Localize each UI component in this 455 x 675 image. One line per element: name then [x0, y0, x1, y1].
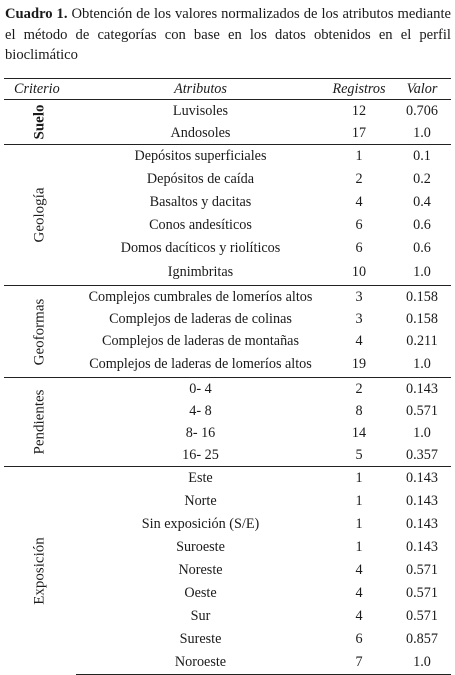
atributo-cell: Complejos cumbrales de lomeríos altos [76, 286, 325, 309]
registros-cell: 4 [355, 332, 363, 349]
registros-cell: 4 [355, 585, 363, 601]
valor-cell: 0.571 [406, 402, 438, 419]
registros-cell: 7 [325, 651, 393, 675]
atributo-cell: 16- 25 [182, 446, 219, 463]
valor-cell: 0.571 [406, 608, 438, 624]
valor-cell: 0.6 [413, 240, 431, 256]
registros-cell: 2 [355, 171, 363, 187]
criterio-label: Exposición [31, 537, 48, 605]
valor-cell: 0.2 [413, 171, 431, 187]
registros-cell: 10 [351, 264, 367, 280]
data-table [4, 78, 451, 675]
registros-cell: 5 [355, 446, 363, 463]
valor-cell: 0.158 [406, 310, 438, 327]
atributo-cell: Complejos de laderas de lomeríos altos [89, 356, 312, 372]
caption-label: Cuadro 1. [5, 6, 68, 22]
atributo-cell: Basaltos y dacitas [149, 194, 252, 210]
valor-cell: 0.357 [406, 446, 438, 463]
header-valor: Valor [393, 79, 451, 100]
valor-cell: 0.571 [406, 585, 438, 601]
atributo-cell: 0- 4 [76, 378, 325, 401]
registros-cell: 4 [355, 194, 363, 210]
header-registros: Registros [325, 79, 393, 100]
valor-cell: 0.143 [393, 467, 451, 491]
atributo-cell: Domos dacíticos y riolíticos [120, 240, 281, 256]
valor-cell: 0.857 [406, 631, 438, 647]
atributo-cell: Complejos de laderas de colinas [109, 310, 292, 327]
registros-cell: 1 [355, 493, 363, 509]
criterio-label: Suelo [31, 104, 48, 140]
registros-cell: 4 [355, 608, 363, 624]
registros-cell: 1 [325, 467, 393, 491]
atributo-cell: Suroeste [176, 539, 225, 555]
valor-cell: 0.211 [406, 332, 438, 349]
valor-cell: 1.0 [393, 651, 451, 675]
atributo-cell: 8- 16 [185, 424, 216, 441]
registros-cell: 2 [325, 378, 393, 401]
table-row [4, 467, 451, 491]
atributo-cell: Norte [184, 493, 217, 509]
atributo-cell: Conos andesíticos [149, 217, 252, 233]
registros-cell: 6 [355, 240, 363, 256]
table-row [4, 378, 451, 401]
atributo-cell: Noreste [178, 562, 223, 578]
atributo-cell: Luvisoles [76, 100, 325, 123]
caption-text: Obtención de los valores normalizados de los atributos mediante el método de categorías con base en los datos obtenidos en el perfil bioclimático [5, 6, 451, 63]
header-row [4, 79, 451, 100]
table-body [4, 100, 451, 675]
registros-cell: 19 [351, 356, 367, 372]
criterio-label: Geoformas [31, 298, 48, 365]
valor-cell: 1.0 [413, 124, 431, 141]
valor-cell: 0.143 [406, 539, 438, 555]
valor-cell: 0.706 [393, 100, 451, 123]
registros-cell: 3 [325, 286, 393, 309]
atributo-cell: Depósitos superficiales [76, 145, 325, 169]
atributo-cell: Complejos de laderas de montañas [102, 332, 299, 349]
registros-cell: 1 [325, 145, 393, 169]
criterio-label: Geología [31, 187, 48, 243]
atributo-cell: Sin exposición (S/E) [141, 516, 260, 532]
atributo-cell: Sureste [179, 631, 222, 647]
registros-cell: 1 [355, 516, 363, 532]
valor-cell: 0.4 [413, 194, 431, 210]
valor-cell: 0.1 [393, 145, 451, 169]
criterio-label: Pendientes [31, 389, 48, 455]
registros-cell: 1 [355, 539, 363, 555]
registros-cell: 6 [355, 217, 363, 233]
criterio-cell [4, 100, 76, 145]
registros-cell: 3 [355, 310, 363, 327]
table-row [4, 100, 451, 123]
header-atributos: Atributos [76, 79, 325, 100]
registros-cell: 14 [351, 424, 367, 441]
criterio-cell [4, 467, 76, 675]
valor-cell: 0.571 [406, 562, 438, 578]
table-row [4, 145, 451, 169]
atributo-cell: Sur [190, 608, 211, 624]
registros-cell: 12 [325, 100, 393, 123]
atributo-cell: Noroeste [76, 651, 325, 675]
registros-cell: 8 [355, 402, 363, 419]
table-caption [5, 4, 451, 66]
registros-cell: 17 [351, 124, 367, 141]
valor-cell: 1.0 [413, 356, 431, 372]
valor-cell: 0.158 [393, 286, 451, 309]
valor-cell: 1.0 [413, 424, 431, 441]
criterio-cell [4, 145, 76, 286]
table-row [4, 286, 451, 309]
atributo-cell: Andosoles [170, 124, 231, 141]
registros-cell: 4 [355, 562, 363, 578]
valor-cell: 0.143 [406, 516, 438, 532]
atributo-cell: Ignimbritas [167, 264, 234, 280]
registros-cell: 6 [355, 631, 363, 647]
atributo-cell: Oeste [184, 585, 217, 601]
valor-cell: 0.6 [413, 217, 431, 233]
header-criterio: Criterio [4, 79, 76, 100]
valor-cell: 0.143 [406, 493, 438, 509]
criterio-cell [4, 286, 76, 378]
atributo-cell: 4- 8 [189, 402, 212, 419]
atributo-cell: Este [76, 467, 325, 491]
valor-cell: 1.0 [413, 264, 431, 280]
valor-cell: 0.143 [393, 378, 451, 401]
atributo-cell: Depósitos de caída [146, 171, 255, 187]
criterio-cell [4, 378, 76, 467]
